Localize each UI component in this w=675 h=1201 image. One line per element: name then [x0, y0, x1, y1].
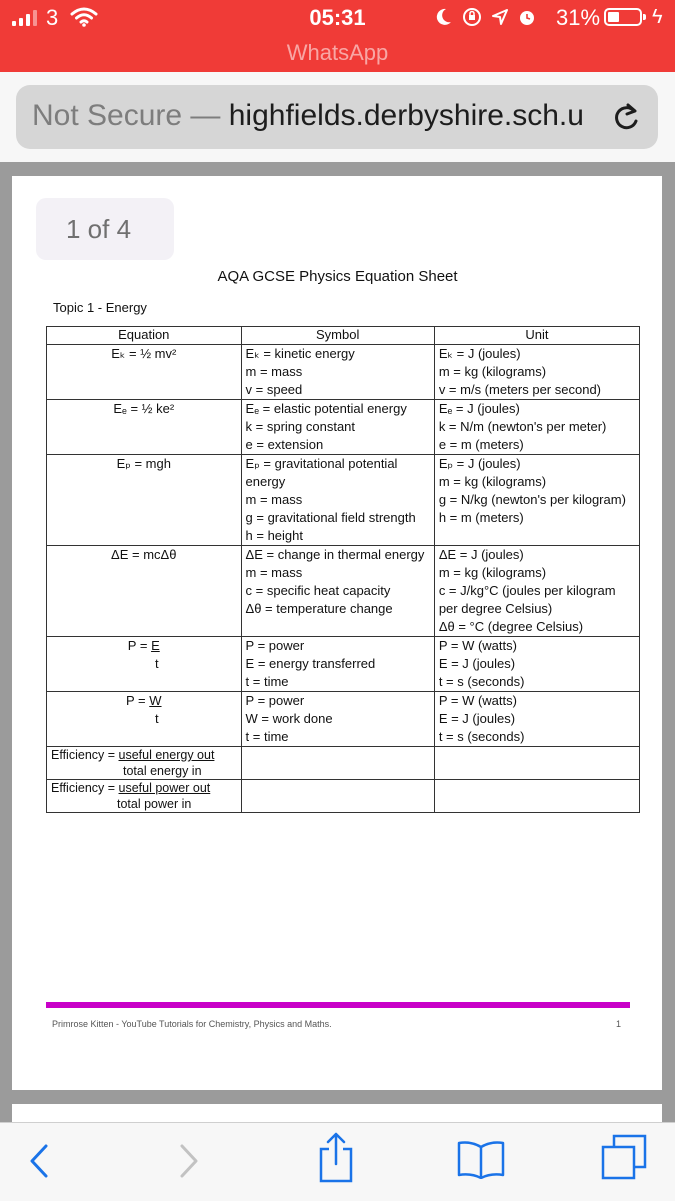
- table-row: [47, 455, 640, 546]
- equation-cell: [47, 637, 242, 692]
- unit-line: Eₚ = J (joules): [438, 456, 521, 471]
- page-indicator-label: 1 of 4: [66, 214, 132, 244]
- table-row: [47, 400, 640, 455]
- back-icon[interactable]: [26, 1141, 52, 1181]
- table-header-row: [47, 327, 640, 345]
- status-bar: [0, 0, 675, 72]
- symbol-line: t = time: [245, 674, 289, 689]
- symbol-cell: [241, 345, 434, 400]
- unit-cell: [434, 692, 639, 747]
- orientation-lock-icon: [462, 7, 482, 27]
- unit-line: t = s (seconds): [438, 674, 525, 689]
- equation-numerator: E: [151, 638, 160, 653]
- unit-line: k = N/m (newton's per meter): [438, 419, 607, 434]
- unit-line: E = J (joules): [438, 656, 516, 671]
- table-row: [47, 637, 640, 692]
- reload-icon[interactable]: [608, 99, 644, 135]
- unit-cell: [434, 637, 639, 692]
- fraction-equation: [128, 637, 160, 673]
- table-row: [47, 345, 640, 400]
- symbol-line: c = specific heat capacity: [245, 583, 391, 598]
- column-header: Equation: [47, 327, 242, 345]
- unit-line: c = J/kg°C (joules per kilogram per degree Celsius): [438, 583, 616, 616]
- equation-cell: [47, 692, 242, 747]
- symbol-line: t = time: [245, 729, 289, 744]
- unit-cell: [434, 747, 639, 780]
- symbol-line: Eₚ = gravitational potential energy: [245, 456, 398, 489]
- symbol-line: P = power: [245, 638, 305, 653]
- efficiency-lhs: Efficiency =: [51, 781, 119, 795]
- efficiency-equation-cell: [47, 747, 242, 780]
- table-row: [47, 780, 640, 813]
- symbol-cell: [241, 546, 434, 637]
- unit-cell: [434, 345, 639, 400]
- equation-cell: Eₖ = ½ mv²: [47, 345, 242, 400]
- footer-divider: [46, 1002, 630, 1008]
- equation-cell: ΔE = mcΔθ: [47, 546, 242, 637]
- charging-icon: ϟ: [652, 6, 663, 28]
- unit-line: m = kg (kilograms): [438, 565, 547, 580]
- column-header: Symbol: [241, 327, 434, 345]
- unit-cell: [434, 400, 639, 455]
- unit-line: h = m (meters): [438, 510, 524, 525]
- symbol-cell: [241, 455, 434, 546]
- address-bar[interactable]: [16, 85, 658, 149]
- url-domain: highfields.derbyshire.sch.u: [228, 99, 584, 132]
- unit-line: P = W (watts): [438, 693, 517, 708]
- symbol-line: g = gravitational field strength: [245, 510, 416, 525]
- table-row: [47, 546, 640, 637]
- unit-cell: [434, 455, 639, 546]
- symbol-line: Eₑ = elastic potential energy: [245, 401, 407, 416]
- battery-percentage: 31%: [556, 5, 601, 30]
- unit-line: Δθ = °C (degree Celsius): [438, 619, 584, 634]
- efficiency-numerator: useful energy out: [118, 748, 215, 762]
- unit-cell: [434, 546, 639, 637]
- back-to-app-link[interactable]: WhatsApp: [286, 40, 389, 65]
- url-separator: —: [182, 99, 229, 132]
- unit-line: m = kg (kilograms): [438, 364, 547, 379]
- unit-line: ΔE = J (joules): [438, 547, 524, 562]
- unit-line: t = s (seconds): [438, 729, 525, 744]
- document-page-number: 1: [616, 1019, 622, 1029]
- equation-numerator: W: [149, 693, 162, 708]
- efficiency-equation-cell: [47, 780, 242, 813]
- document-footer: Primrose Kitten - YouTube Tutorials for Chemistry, Physics and Maths.: [52, 1019, 332, 1029]
- pdf-next-page: [12, 1104, 662, 1124]
- equation-denominator: t: [154, 711, 159, 726]
- share-icon[interactable]: [316, 1131, 356, 1185]
- equation-cell: Eₚ = mgh: [47, 455, 242, 546]
- equation-cell: Eₑ = ½ ke²: [47, 400, 242, 455]
- symbol-line: h = height: [245, 528, 303, 543]
- equation-denominator: t: [154, 656, 159, 671]
- browser-toolbar: [0, 1122, 675, 1201]
- page-indicator: [36, 198, 174, 260]
- unit-line: g = N/kg (newton's per kilogram): [438, 492, 626, 507]
- security-label: Not Secure: [32, 99, 183, 132]
- symbol-line: m = mass: [245, 364, 303, 379]
- tabs-icon[interactable]: [600, 1133, 648, 1181]
- clock: 05:31: [309, 5, 366, 30]
- unit-line: m = kg (kilograms): [438, 474, 547, 489]
- forward-icon[interactable]: [176, 1141, 202, 1181]
- symbol-cell: [241, 780, 434, 813]
- symbol-cell: [241, 637, 434, 692]
- url-text[interactable]: [32, 99, 602, 133]
- carrier-label: 3: [46, 5, 59, 30]
- location-icon: [492, 9, 508, 25]
- symbol-line: E = energy transferred: [245, 656, 376, 671]
- unit-line: E = J (joules): [438, 711, 516, 726]
- symbol-cell: [241, 692, 434, 747]
- symbol-line: Eₖ = kinetic energy: [245, 346, 355, 361]
- equation-lhs: P =: [127, 638, 152, 653]
- unit-line: P = W (watts): [438, 638, 517, 653]
- symbol-line: m = mass: [245, 492, 303, 507]
- symbol-line: ΔE = change in thermal energy: [245, 547, 425, 562]
- moon-icon: [436, 8, 452, 26]
- unit-cell: [434, 780, 639, 813]
- alarm-icon: [518, 8, 536, 26]
- document-title: AQA GCSE Physics Equation Sheet: [217, 268, 458, 285]
- symbol-line: P = power: [245, 693, 305, 708]
- efficiency-lhs: Efficiency =: [51, 748, 119, 762]
- equation-lhs: P =: [125, 693, 150, 708]
- table-row: [47, 692, 640, 747]
- table-row: [47, 747, 640, 780]
- equation-table: [46, 326, 640, 813]
- topic-heading: Topic 1 - Energy: [53, 300, 147, 315]
- battery-icon: [604, 8, 642, 26]
- efficiency-denominator: total energy in: [123, 764, 202, 778]
- symbol-cell: [241, 400, 434, 455]
- column-header: Unit: [434, 327, 639, 345]
- efficiency-numerator: useful power out: [118, 781, 211, 795]
- unit-line: Eₑ = J (joules): [438, 401, 520, 416]
- browser-header: [0, 72, 675, 162]
- symbol-line: v = speed: [245, 382, 303, 397]
- symbol-line: Δθ = temperature change: [245, 601, 393, 616]
- symbol-line: W = work done: [245, 711, 333, 726]
- unit-line: v = m/s (meters per second): [438, 382, 602, 397]
- unit-line: e = m (meters): [438, 437, 524, 452]
- symbol-cell: [241, 747, 434, 780]
- symbol-line: m = mass: [245, 565, 303, 580]
- fraction-equation: [126, 692, 162, 728]
- bookmarks-icon[interactable]: [456, 1139, 506, 1179]
- symbol-line: k = spring constant: [245, 419, 356, 434]
- symbol-line: e = extension: [245, 437, 324, 452]
- efficiency-denominator: total power in: [117, 797, 192, 811]
- unit-line: Eₖ = J (joules): [438, 346, 521, 361]
